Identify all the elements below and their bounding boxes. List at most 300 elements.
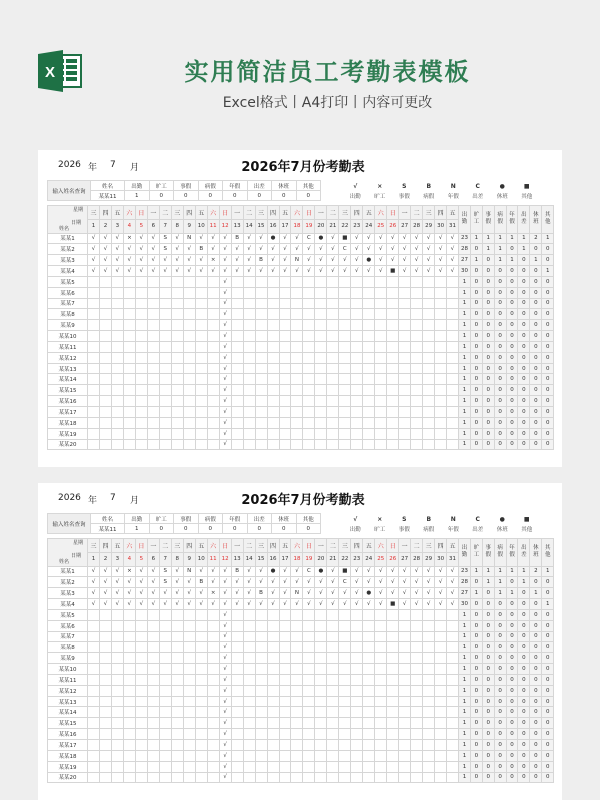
attendance-cell[interactable] [147,276,159,287]
attendance-cell[interactable] [171,298,183,309]
attendance-cell[interactable]: √ [88,255,100,266]
attendance-cell[interactable] [135,298,147,309]
attendance-cell[interactable] [399,276,411,287]
attendance-cell[interactable] [99,664,111,675]
attendance-cell[interactable] [447,696,459,707]
attendance-cell[interactable] [435,320,447,331]
attendance-cell[interactable] [243,428,255,439]
attendance-cell[interactable] [183,685,195,696]
attendance-cell[interactable] [303,428,315,439]
attendance-cell[interactable] [387,696,399,707]
attendance-cell[interactable] [375,620,387,631]
attendance-cell[interactable] [339,729,351,740]
attendance-cell[interactable] [423,772,435,783]
attendance-cell[interactable]: √ [399,266,411,277]
attendance-cell[interactable] [351,620,363,631]
attendance-cell[interactable] [123,331,135,342]
attendance-cell[interactable] [279,609,291,620]
attendance-cell[interactable] [327,674,339,685]
attendance-cell[interactable] [399,320,411,331]
attendance-cell[interactable] [375,439,387,450]
attendance-cell[interactable] [315,664,327,675]
attendance-cell[interactable] [291,772,303,783]
attendance-cell[interactable] [195,609,207,620]
attendance-cell[interactable]: √ [171,577,183,588]
attendance-cell[interactable] [399,396,411,407]
attendance-cell[interactable]: √ [147,588,159,599]
attendance-cell[interactable] [159,631,171,642]
attendance-cell[interactable] [399,298,411,309]
attendance-cell[interactable] [255,407,267,418]
attendance-cell[interactable] [231,287,243,298]
attendance-cell[interactable]: √ [99,599,111,610]
attendance-cell[interactable] [411,631,423,642]
attendance-cell[interactable] [267,740,279,751]
attendance-cell[interactable]: √ [219,287,231,298]
attendance-cell[interactable] [435,653,447,664]
attendance-cell[interactable] [195,352,207,363]
attendance-cell[interactable] [111,352,123,363]
attendance-cell[interactable] [387,352,399,363]
attendance-cell[interactable] [231,396,243,407]
attendance-cell[interactable] [99,309,111,320]
attendance-cell[interactable] [327,331,339,342]
attendance-cell[interactable] [99,729,111,740]
attendance-cell[interactable] [315,287,327,298]
attendance-cell[interactable] [123,707,135,718]
attendance-cell[interactable]: √ [267,266,279,277]
attendance-cell[interactable] [207,352,219,363]
attendance-cell[interactable]: √ [123,244,135,255]
attendance-cell[interactable] [123,363,135,374]
attendance-cell[interactable] [255,341,267,352]
attendance-cell[interactable] [111,631,123,642]
attendance-cell[interactable] [243,729,255,740]
attendance-cell[interactable] [399,287,411,298]
attendance-cell[interactable] [111,750,123,761]
attendance-cell[interactable] [435,609,447,620]
attendance-cell[interactable]: √ [447,233,459,244]
attendance-cell[interactable] [351,331,363,342]
attendance-cell[interactable]: √ [207,244,219,255]
attendance-cell[interactable] [387,428,399,439]
attendance-cell[interactable] [387,620,399,631]
attendance-cell[interactable] [231,761,243,772]
attendance-cell[interactable] [303,352,315,363]
attendance-cell[interactable]: √ [411,599,423,610]
attendance-cell[interactable] [435,620,447,631]
attendance-cell[interactable] [88,298,100,309]
attendance-cell[interactable] [255,428,267,439]
attendance-cell[interactable] [231,417,243,428]
attendance-cell[interactable]: √ [327,599,339,610]
attendance-cell[interactable] [375,363,387,374]
attendance-cell[interactable] [111,331,123,342]
attendance-cell[interactable]: √ [243,577,255,588]
attendance-cell[interactable] [291,740,303,751]
attendance-cell[interactable] [123,309,135,320]
attendance-cell[interactable] [363,417,375,428]
attendance-cell[interactable]: √ [399,255,411,266]
attendance-cell[interactable] [99,276,111,287]
attendance-cell[interactable] [267,396,279,407]
attendance-cell[interactable] [267,696,279,707]
attendance-cell[interactable] [255,287,267,298]
attendance-cell[interactable] [267,685,279,696]
attendance-cell[interactable] [363,707,375,718]
attendance-cell[interactable] [171,620,183,631]
attendance-cell[interactable] [363,396,375,407]
attendance-cell[interactable] [315,407,327,418]
attendance-cell[interactable] [195,674,207,685]
attendance-cell[interactable] [423,750,435,761]
attendance-cell[interactable] [88,642,100,653]
attendance-cell[interactable] [291,287,303,298]
attendance-cell[interactable] [207,341,219,352]
attendance-cell[interactable] [399,718,411,729]
attendance-cell[interactable] [315,374,327,385]
attendance-cell[interactable] [171,631,183,642]
attendance-cell[interactable] [255,653,267,664]
attendance-cell[interactable] [111,761,123,772]
attendance-cell[interactable]: √ [219,685,231,696]
attendance-cell[interactable] [423,331,435,342]
attendance-cell[interactable] [291,320,303,331]
attendance-cell[interactable] [147,609,159,620]
attendance-cell[interactable] [339,740,351,751]
attendance-cell[interactable] [159,674,171,685]
attendance-cell[interactable]: √ [255,599,267,610]
attendance-cell[interactable] [135,631,147,642]
attendance-cell[interactable] [88,352,100,363]
attendance-cell[interactable] [303,609,315,620]
attendance-cell[interactable] [147,707,159,718]
attendance-cell[interactable] [147,341,159,352]
attendance-cell[interactable] [435,772,447,783]
attendance-cell[interactable] [231,374,243,385]
attendance-cell[interactable] [243,374,255,385]
attendance-cell[interactable] [387,298,399,309]
attendance-cell[interactable] [327,374,339,385]
attendance-cell[interactable]: √ [219,352,231,363]
attendance-cell[interactable] [327,620,339,631]
attendance-cell[interactable] [303,772,315,783]
attendance-cell[interactable] [255,320,267,331]
attendance-cell[interactable] [207,407,219,418]
attendance-cell[interactable] [447,718,459,729]
attendance-cell[interactable] [387,385,399,396]
attendance-cell[interactable]: √ [219,631,231,642]
attendance-cell[interactable] [195,287,207,298]
attendance-cell[interactable] [435,341,447,352]
attendance-cell[interactable] [375,609,387,620]
attendance-cell[interactable] [351,320,363,331]
attendance-cell[interactable] [99,417,111,428]
attendance-cell[interactable] [171,363,183,374]
attendance-cell[interactable] [291,417,303,428]
attendance-cell[interactable] [207,320,219,331]
attendance-cell[interactable] [243,609,255,620]
attendance-cell[interactable] [195,439,207,450]
attendance-cell[interactable] [363,685,375,696]
attendance-cell[interactable] [171,331,183,342]
attendance-cell[interactable] [231,298,243,309]
attendance-cell[interactable] [339,320,351,331]
attendance-cell[interactable]: √ [135,266,147,277]
attendance-cell[interactable]: √ [219,233,231,244]
attendance-cell[interactable] [435,761,447,772]
attendance-cell[interactable] [291,707,303,718]
attendance-cell[interactable]: √ [375,599,387,610]
attendance-cell[interactable] [135,276,147,287]
attendance-cell[interactable]: √ [111,255,123,266]
attendance-cell[interactable]: √ [351,233,363,244]
attendance-cell[interactable]: √ [387,566,399,577]
attendance-cell[interactable] [351,287,363,298]
attendance-cell[interactable] [99,620,111,631]
attendance-cell[interactable] [231,439,243,450]
attendance-cell[interactable] [303,685,315,696]
attendance-cell[interactable] [435,385,447,396]
attendance-cell[interactable]: × [207,588,219,599]
attendance-cell[interactable] [147,331,159,342]
attendance-cell[interactable] [135,664,147,675]
attendance-cell[interactable]: √ [255,566,267,577]
attendance-cell[interactable]: √ [411,577,423,588]
attendance-cell[interactable] [123,653,135,664]
attendance-cell[interactable] [303,750,315,761]
attendance-cell[interactable]: √ [243,244,255,255]
attendance-cell[interactable] [447,750,459,761]
attendance-cell[interactable] [243,352,255,363]
attendance-cell[interactable] [123,729,135,740]
attendance-cell[interactable] [387,761,399,772]
attendance-cell[interactable] [411,620,423,631]
attendance-cell[interactable] [351,428,363,439]
attendance-cell[interactable] [423,674,435,685]
attendance-cell[interactable]: √ [327,233,339,244]
attendance-cell[interactable] [231,309,243,320]
attendance-cell[interactable] [195,417,207,428]
attendance-cell[interactable]: √ [171,599,183,610]
attendance-cell[interactable]: √ [255,244,267,255]
attendance-cell[interactable] [99,761,111,772]
attendance-cell[interactable] [147,642,159,653]
attendance-cell[interactable] [375,696,387,707]
attendance-cell[interactable] [327,407,339,418]
attendance-cell[interactable] [123,761,135,772]
attendance-cell[interactable] [363,696,375,707]
attendance-cell[interactable]: √ [123,599,135,610]
attendance-cell[interactable] [375,341,387,352]
attendance-cell[interactable]: √ [375,566,387,577]
attendance-cell[interactable] [375,761,387,772]
attendance-cell[interactable] [387,642,399,653]
attendance-cell[interactable]: ■ [387,599,399,610]
attendance-cell[interactable] [423,417,435,428]
attendance-cell[interactable] [183,363,195,374]
attendance-cell[interactable] [315,740,327,751]
attendance-cell[interactable] [423,363,435,374]
attendance-cell[interactable] [327,653,339,664]
attendance-cell[interactable] [375,309,387,320]
attendance-cell[interactable]: √ [88,566,100,577]
attendance-cell[interactable] [195,718,207,729]
attendance-cell[interactable] [375,417,387,428]
attendance-cell[interactable] [387,276,399,287]
attendance-cell[interactable] [327,309,339,320]
attendance-cell[interactable] [267,287,279,298]
attendance-cell[interactable] [243,620,255,631]
attendance-cell[interactable] [111,385,123,396]
attendance-cell[interactable] [147,772,159,783]
attendance-cell[interactable]: ● [267,233,279,244]
attendance-cell[interactable]: √ [399,566,411,577]
attendance-cell[interactable] [231,331,243,342]
attendance-cell[interactable] [183,298,195,309]
attendance-cell[interactable] [351,417,363,428]
attendance-cell[interactable] [88,609,100,620]
attendance-cell[interactable] [147,685,159,696]
attendance-cell[interactable] [171,718,183,729]
attendance-cell[interactable]: √ [243,588,255,599]
attendance-cell[interactable]: N [183,233,195,244]
attendance-cell[interactable] [279,385,291,396]
attendance-cell[interactable]: √ [88,233,100,244]
attendance-cell[interactable] [435,276,447,287]
attendance-cell[interactable] [315,631,327,642]
attendance-cell[interactable] [351,685,363,696]
attendance-cell[interactable] [423,396,435,407]
attendance-cell[interactable]: √ [111,577,123,588]
attendance-cell[interactable]: √ [255,577,267,588]
attendance-cell[interactable] [423,287,435,298]
attendance-cell[interactable] [147,439,159,450]
attendance-cell[interactable]: √ [303,244,315,255]
attendance-cell[interactable] [327,609,339,620]
attendance-cell[interactable] [435,750,447,761]
attendance-cell[interactable]: √ [147,577,159,588]
attendance-cell[interactable] [99,363,111,374]
attendance-cell[interactable] [88,740,100,751]
attendance-cell[interactable] [195,620,207,631]
attendance-cell[interactable] [99,696,111,707]
attendance-cell[interactable]: √ [123,266,135,277]
attendance-cell[interactable] [183,417,195,428]
attendance-cell[interactable] [375,674,387,685]
attendance-cell[interactable]: √ [219,276,231,287]
attendance-cell[interactable] [435,696,447,707]
attendance-cell[interactable]: √ [315,577,327,588]
attendance-cell[interactable] [363,320,375,331]
attendance-cell[interactable] [123,287,135,298]
attendance-cell[interactable]: √ [339,255,351,266]
attendance-cell[interactable]: √ [315,244,327,255]
attendance-cell[interactable] [351,298,363,309]
attendance-cell[interactable] [291,696,303,707]
attendance-cell[interactable] [447,352,459,363]
attendance-cell[interactable] [279,653,291,664]
attendance-cell[interactable] [183,674,195,685]
attendance-cell[interactable] [387,740,399,751]
attendance-cell[interactable] [99,609,111,620]
attendance-cell[interactable] [159,729,171,740]
attendance-cell[interactable] [255,772,267,783]
attendance-cell[interactable]: √ [243,599,255,610]
attendance-cell[interactable] [111,417,123,428]
attendance-cell[interactable] [183,331,195,342]
attendance-cell[interactable] [351,352,363,363]
attendance-cell[interactable]: √ [219,729,231,740]
attendance-cell[interactable] [195,750,207,761]
attendance-cell[interactable] [207,761,219,772]
attendance-cell[interactable] [243,718,255,729]
attendance-cell[interactable] [207,718,219,729]
attendance-cell[interactable] [279,696,291,707]
attendance-cell[interactable]: √ [99,233,111,244]
attendance-cell[interactable] [351,396,363,407]
attendance-cell[interactable]: √ [231,266,243,277]
attendance-cell[interactable] [195,653,207,664]
attendance-cell[interactable] [123,664,135,675]
attendance-cell[interactable] [351,740,363,751]
attendance-cell[interactable] [255,374,267,385]
attendance-cell[interactable] [387,331,399,342]
attendance-cell[interactable] [327,352,339,363]
attendance-cell[interactable]: √ [339,588,351,599]
attendance-cell[interactable]: √ [147,255,159,266]
attendance-cell[interactable] [267,309,279,320]
attendance-cell[interactable] [423,620,435,631]
attendance-cell[interactable] [123,609,135,620]
attendance-cell[interactable]: √ [135,577,147,588]
attendance-cell[interactable] [243,309,255,320]
attendance-cell[interactable] [447,309,459,320]
attendance-cell[interactable] [279,439,291,450]
attendance-cell[interactable] [423,428,435,439]
attendance-cell[interactable] [303,331,315,342]
attendance-cell[interactable] [411,718,423,729]
attendance-cell[interactable] [339,417,351,428]
attendance-cell[interactable] [315,685,327,696]
attendance-cell[interactable]: ● [315,233,327,244]
attendance-cell[interactable] [267,707,279,718]
attendance-cell[interactable] [447,653,459,664]
attendance-cell[interactable]: √ [435,244,447,255]
attendance-cell[interactable] [195,664,207,675]
attendance-cell[interactable] [327,772,339,783]
attendance-cell[interactable] [88,772,100,783]
attendance-cell[interactable]: √ [267,577,279,588]
attendance-cell[interactable]: √ [267,244,279,255]
attendance-cell[interactable] [279,396,291,407]
attendance-cell[interactable] [88,750,100,761]
attendance-cell[interactable] [231,772,243,783]
attendance-cell[interactable] [231,696,243,707]
attendance-cell[interactable] [159,620,171,631]
attendance-cell[interactable] [387,374,399,385]
attendance-cell[interactable] [267,417,279,428]
attendance-cell[interactable]: √ [387,244,399,255]
attendance-cell[interactable] [411,761,423,772]
attendance-cell[interactable] [303,298,315,309]
attendance-cell[interactable]: √ [171,255,183,266]
attendance-cell[interactable] [195,707,207,718]
attendance-cell[interactable] [303,309,315,320]
attendance-cell[interactable] [387,341,399,352]
attendance-cell[interactable] [375,685,387,696]
attendance-cell[interactable] [183,750,195,761]
